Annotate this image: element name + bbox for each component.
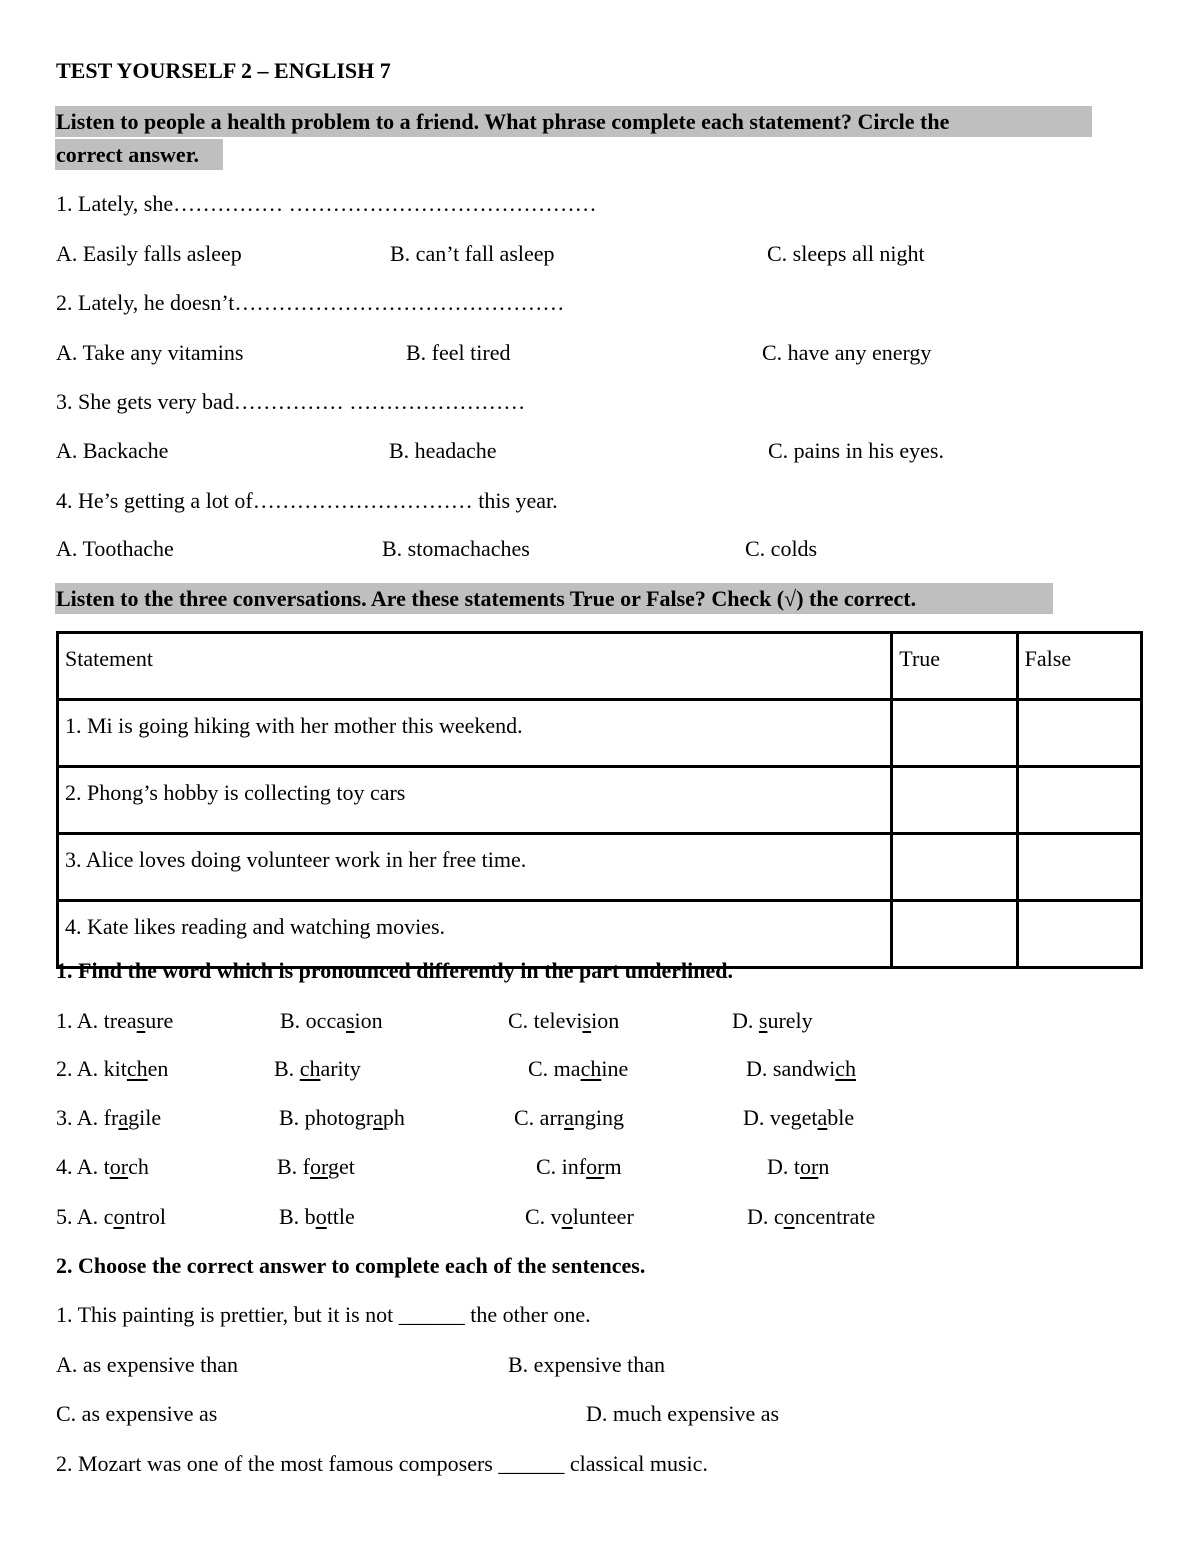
option-a: A. Toothache bbox=[56, 536, 174, 561]
pron-option: C. machine bbox=[528, 1056, 629, 1081]
option-c: C. pains in his eyes. bbox=[768, 438, 944, 463]
statement-cell: 2. Phong’s hobby is collecting toy cars bbox=[58, 767, 892, 834]
true-check-cell[interactable] bbox=[892, 700, 1017, 767]
false-check-cell[interactable] bbox=[1017, 834, 1141, 901]
option-a: A. as expensive than bbox=[56, 1352, 239, 1377]
question-1: 1. This painting is prettier, but it is not ______ the other one. bbox=[56, 1302, 591, 1327]
option-b: B. can’t fall asleep bbox=[390, 241, 555, 266]
option-a: A. Easily falls asleep bbox=[56, 241, 242, 266]
question-3: 3. She gets very bad…………… …………………… bbox=[56, 389, 526, 414]
option-a: A. Take any vitamins bbox=[56, 340, 244, 365]
false-check-cell[interactable] bbox=[1017, 767, 1141, 834]
part1-instruction: correct answer. bbox=[56, 142, 199, 167]
option-c: C. as expensive as bbox=[56, 1401, 218, 1426]
question-1: 1. Lately, she…………… …………………………………… bbox=[56, 191, 597, 216]
option-b: B. headache bbox=[389, 438, 497, 463]
header-true: True bbox=[892, 633, 1017, 700]
table-header-row bbox=[58, 633, 1142, 700]
part1-instruction: Listen to people a health problem to a friend. What phrase complete each statement? Circle the bbox=[56, 109, 950, 134]
question-4: 4. He’s getting a lot of………………………… this year. bbox=[56, 488, 558, 513]
pron-option: 1. A. treasure bbox=[56, 1008, 174, 1033]
header-statement: Statement bbox=[58, 633, 892, 700]
pron-option: D. concentrate bbox=[747, 1204, 876, 1229]
option-c: C. sleeps all night bbox=[767, 241, 925, 266]
true-check-cell[interactable] bbox=[892, 901, 1017, 968]
pron-option: C. arranging bbox=[514, 1105, 624, 1130]
option-b: B. expensive than bbox=[508, 1352, 666, 1377]
table-row bbox=[58, 700, 1142, 767]
pron-option: 5. A. control bbox=[56, 1204, 167, 1229]
pron-option: B. forget bbox=[277, 1154, 355, 1179]
statement-cell: 4. Kate likes reading and watching movies. bbox=[58, 901, 892, 968]
pron-option: D. surely bbox=[732, 1008, 813, 1033]
header-false: False bbox=[1017, 633, 1141, 700]
pron-option: D. torn bbox=[767, 1154, 830, 1179]
statement-cell: 3. Alice loves doing volunteer work in her free time. bbox=[58, 834, 892, 901]
false-check-cell[interactable] bbox=[1017, 700, 1141, 767]
option-d: D. much expensive as bbox=[586, 1401, 780, 1426]
false-check-cell[interactable] bbox=[1017, 901, 1141, 968]
table-row bbox=[58, 834, 1142, 901]
option-b: B. stomachaches bbox=[382, 536, 530, 561]
pron-option: D. vegetable bbox=[743, 1105, 855, 1130]
true-check-cell[interactable] bbox=[892, 834, 1017, 901]
part3-heading: 1. Find the word which is pronounced differently in the part underlined. bbox=[56, 958, 733, 983]
pron-option: B. occasion bbox=[280, 1008, 383, 1033]
option-c: C. colds bbox=[745, 536, 818, 561]
question-2: 2. Mozart was one of the most famous composers ______ classical music. bbox=[56, 1451, 708, 1476]
option-a: A. Backache bbox=[56, 438, 169, 463]
question-2: 2. Lately, he doesn’t……………………………………… bbox=[56, 290, 565, 315]
table-row bbox=[58, 767, 1142, 834]
option-c: C. have any energy bbox=[762, 340, 932, 365]
pron-option: B. bottle bbox=[279, 1204, 355, 1229]
pron-option: B. photograph bbox=[279, 1105, 405, 1130]
part2-instruction: Listen to the three conversations. Are these statements True or False? Check (√) the correct. bbox=[56, 586, 917, 611]
pron-option: 4. A. torch bbox=[56, 1154, 149, 1179]
option-b: B. feel tired bbox=[406, 340, 511, 365]
true-false-table bbox=[56, 631, 1143, 969]
pron-option: C. inform bbox=[536, 1154, 622, 1179]
true-check-cell[interactable] bbox=[892, 767, 1017, 834]
statement-cell: 1. Mi is going hiking with her mother this weekend. bbox=[58, 700, 892, 767]
pron-option: 2. A. kitchen bbox=[56, 1056, 169, 1081]
pron-option: C. television bbox=[508, 1008, 620, 1033]
part4-heading: 2. Choose the correct answer to complete each of the sentences. bbox=[56, 1253, 646, 1278]
pron-option: C. volunteer bbox=[525, 1204, 634, 1229]
pron-option: D. sandwich bbox=[746, 1056, 856, 1081]
page-title: TEST YOURSELF 2 – ENGLISH 7 bbox=[56, 58, 391, 83]
pron-option: 3. A. fragile bbox=[56, 1105, 162, 1130]
pron-option: B. charity bbox=[274, 1056, 361, 1081]
